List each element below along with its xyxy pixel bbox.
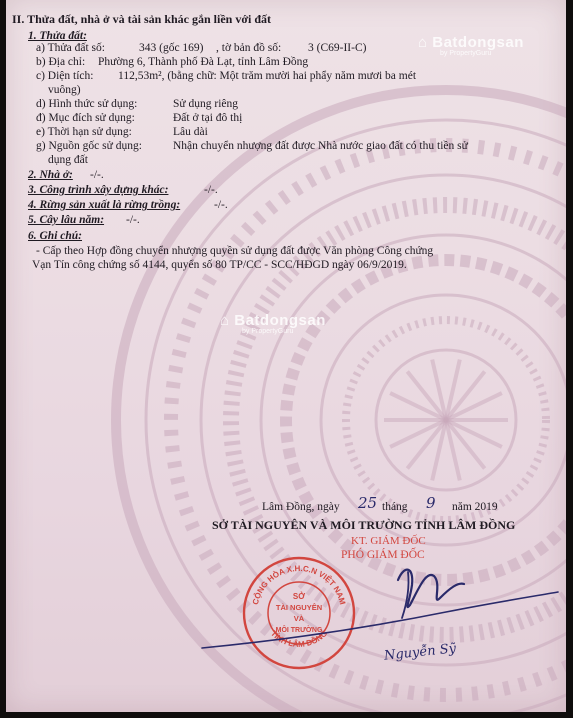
watermark-brand: Batdongsan: [234, 312, 326, 329]
notes-label: 6. Ghi chú:: [28, 230, 82, 242]
seal-center-line-3: VÀ: [293, 614, 305, 623]
parcel-number-value: 343 (gốc 169): [139, 42, 204, 54]
signer-name: Nguyễn Sỹ: [383, 641, 457, 664]
forest-label: 4. Rừng sản xuất là rừng trồng:: [28, 199, 181, 211]
house-value: -/-.: [90, 169, 104, 181]
seal-center-line-2: TÀI NGUYÊN: [275, 603, 323, 612]
address-label: b) Địa chỉ:: [36, 56, 86, 68]
notes-line-2: Vạn Tín công chứng số 4144, quyển số 80 TP/CC - SCC/HĐGD ngày 06/9/2019.: [32, 259, 407, 271]
watermark-tagline: by PropertyGuru: [242, 328, 294, 335]
construction-value: -/-.: [204, 184, 218, 196]
issue-date-prefix: Lâm Đồng, ngày: [262, 501, 340, 513]
signer-title-1: KT. GIÁM ĐỐC: [351, 535, 426, 547]
seal-ring-top-text: CỘNG HÒA X.H.C.N VIỆT NAM: [250, 563, 348, 606]
usage-origin-continued: dụng đất: [48, 154, 88, 166]
issue-day: 25: [358, 494, 378, 512]
issue-year: năm 2019: [452, 501, 498, 513]
watermark-brand: Batdongsan: [432, 34, 524, 51]
seal-center-line-1: SỞ: [292, 592, 306, 601]
area-label: c) Diện tích:: [36, 70, 94, 82]
issue-month-label: tháng: [382, 501, 408, 513]
trees-value: -/-.: [126, 214, 140, 226]
usage-purpose-value: Đất ở tại đô thị: [173, 112, 243, 124]
seal-center-line-4: MÔI TRƯỜNG: [275, 627, 323, 634]
area-value: 112,53m², (bằng chữ: Một trăm mười hai phẩy năm mươi ba mét: [118, 70, 417, 82]
notes-line-1: - Cấp theo Hợp đồng chuyển nhượng quyền sử dụng đất được Văn phòng Công chứng: [36, 245, 434, 257]
usage-form-label: d) Hình thức sử dụng:: [36, 98, 138, 110]
construction-label: 3. Công trình xây dựng khác:: [28, 184, 169, 196]
usage-term-label: e) Thời hạn sử dụng:: [36, 126, 132, 138]
signer-title-2: PHÓ GIÁM ĐỐC: [341, 549, 425, 561]
usage-origin-label: g) Nguồn gốc sử dụng:: [36, 140, 142, 152]
trees-label: 5. Cây lâu năm:: [28, 214, 105, 226]
usage-origin-value: Nhận chuyển nhượng đất được Nhà nước giao đất có thu tiền sử: [173, 140, 468, 152]
handwritten-signature: [6, 0, 566, 712]
map-sheet-value: 3 (C69-II-C): [308, 42, 367, 54]
house-label: 2. Nhà ở:: [28, 169, 73, 181]
issuing-authority: SỞ TÀI NGUYÊN VÀ MÔI TRƯỜNG TỈNH LÂM ĐỒNG: [212, 518, 516, 532]
watermark-logo-icon: ⌂: [418, 34, 433, 51]
watermark-tagline: by PropertyGuru: [440, 50, 492, 57]
section-title: II. Thửa đất, nhà ở và tài sản khác gắn liền với đất: [12, 12, 272, 26]
usage-term-value: Lâu dài: [173, 126, 208, 138]
parcel-number-label: a) Thửa đất số:: [36, 42, 105, 54]
address-value: Phường 6, Thành phố Đà Lạt, tỉnh Lâm Đồng: [98, 56, 309, 68]
map-sheet-label: , tờ bản đồ số:: [216, 42, 282, 54]
forest-value: -/-.: [214, 199, 228, 211]
usage-purpose-label: đ) Mục đích sử dụng:: [36, 112, 135, 124]
seal-ring-bottom-text: TỈNH LÂM ĐỒNG: [268, 628, 330, 649]
usage-form-value: Sử dụng riêng: [173, 98, 239, 110]
watermark-logo-icon: ⌂: [220, 312, 235, 329]
land-heading: 1. Thửa đất:: [28, 30, 87, 42]
land-certificate-page: [6, 0, 566, 712]
area-value-continued: vuông): [48, 84, 81, 96]
issue-month: 9: [426, 494, 436, 512]
